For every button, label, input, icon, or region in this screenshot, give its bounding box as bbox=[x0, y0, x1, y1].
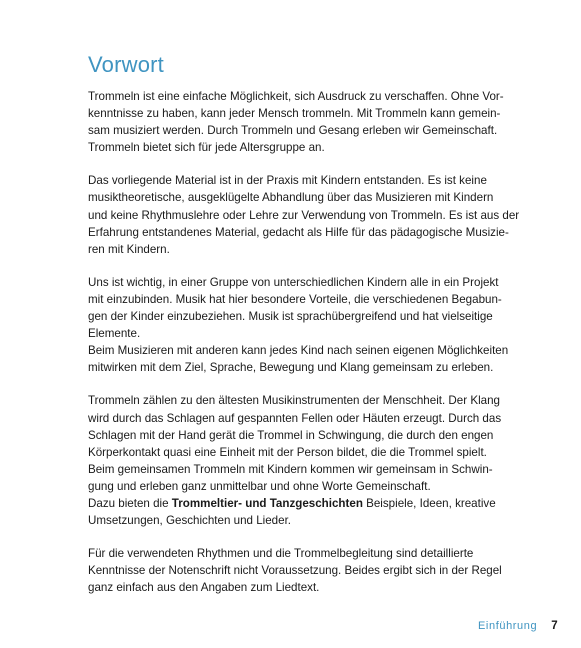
book-title-emphasis: Trommeltier- und Tanzgeschichten bbox=[171, 496, 363, 510]
paragraph-3 bbox=[88, 274, 536, 377]
text-line: Beim Musizieren mit anderen kann jedes Kind nach seinen eigenen Möglichkeiten bbox=[88, 344, 509, 358]
text-line: wird durch das Schlagen auf gespannten Fellen oder Häuten erzeugt. Durch das bbox=[88, 411, 502, 425]
text-line: Schlagen mit der Hand gerät die Trommel in Schwingung, die durch den engen bbox=[88, 428, 494, 442]
text-run: Dazu bieten die bbox=[88, 496, 172, 510]
text-line: mitwirken mit dem Ziel, Sprache, Bewegung und Klang gemeinsam zu erleben. bbox=[88, 361, 494, 375]
text-line: Trommeln bietet sich für jede Altersgruppe an. bbox=[88, 141, 325, 155]
page-title: Vorwort bbox=[88, 52, 164, 77]
text-line: ganz einfach aus den Angaben zum Liedtext. bbox=[88, 581, 320, 595]
paragraph-5 bbox=[88, 545, 536, 596]
text-line: und keine Rhythmuslehre oder Lehre zur Verwendung von Trommeln. Es ist aus der bbox=[88, 208, 520, 222]
paragraph-1 bbox=[88, 88, 536, 156]
text-line: musiktheoretische, ausgeklügelte Abhandlung über das Musizieren mit Kindern bbox=[88, 191, 494, 205]
text-line: Trommeln ist eine einfache Möglichkeit, sich Ausdruck zu verschaffen. Ohne Vor- bbox=[88, 90, 504, 103]
text-line: ren mit Kindern. bbox=[88, 242, 170, 256]
text-line: gung und erleben ganz unmittelbar und ohne Worte Gemeinschaft. bbox=[88, 479, 431, 493]
text-line: Uns ist wichtig, in einer Gruppe von unterschiedlichen Kindern alle in ein Projekt bbox=[88, 275, 499, 289]
text-line: Für die verwendeten Rhythmen und die Trommelbegleitung sind detaillierte bbox=[88, 547, 474, 561]
paragraph-4 bbox=[88, 392, 536, 529]
text-line: Kenntnisse der Notenschrift nicht Voraussetzung. Beides ergibt sich in der Regel bbox=[88, 564, 502, 578]
page-number: 7 bbox=[551, 620, 558, 632]
text-line: Beim gemeinsamen Trommeln mit Kindern kommen wir gemeinsam in Schwin- bbox=[88, 462, 493, 476]
text-line: mit einzubinden. Musik hat hier besondere Vorteile, die verschiedenen Begabun- bbox=[88, 292, 502, 306]
text-line: Umsetzungen, Geschichten und Lieder. bbox=[88, 514, 292, 528]
text-line: gen der Kinder einzubeziehen. Musik ist sprachübergreifend und hat vielseitige bbox=[88, 310, 493, 324]
text-run: Beispiele, Ideen, kreative bbox=[362, 496, 496, 510]
text-line-with-book-title bbox=[88, 495, 536, 512]
text-line: Erfahrung entstandenes Material, gedacht als Hilfe für das pädagogische Musizie- bbox=[88, 225, 509, 239]
text-line: Trommeln zählen zu den ältesten Musikinstrumenten der Menschheit. Der Klang bbox=[88, 394, 500, 408]
text-line: Elemente. bbox=[88, 327, 141, 341]
text-line: Das vorliegende Material ist in der Praxis mit Kindern entstanden. Es ist keine bbox=[88, 174, 487, 188]
text-line: Körperkontakt quasi eine Einheit mit der Person bildet, die die Trommel spielt. bbox=[88, 445, 487, 459]
text-line: kenntnisse zu haben, kann jeder Mensch trommeln. Mit Trommeln kann gemein- bbox=[88, 107, 501, 121]
text-line: sam musiziert werden. Durch Trommeln und Gesang erleben wir Gemeinschaft. bbox=[88, 124, 498, 138]
page-footer bbox=[478, 620, 558, 632]
body-text bbox=[88, 88, 536, 612]
section-label: Einführung bbox=[478, 620, 538, 632]
paragraph-2 bbox=[88, 172, 536, 257]
